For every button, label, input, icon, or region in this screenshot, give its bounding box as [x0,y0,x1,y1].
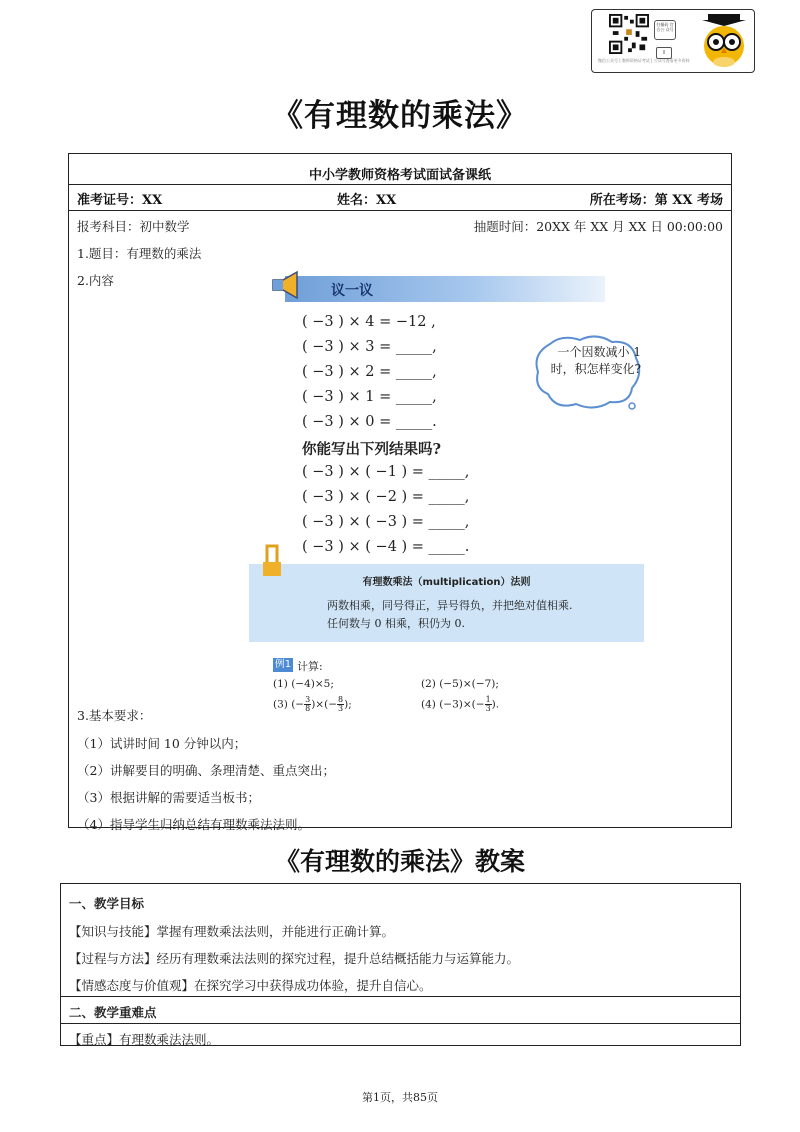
exam-topic: 1.题目：有理数的乘法 [77,246,202,261]
requirements-heading: 3.基本要求： [77,708,152,723]
exam-room: 所在考场：第 XX 考场 [589,193,723,208]
qr-speech-bubble: 扫描码 官方公 众号 [654,20,676,40]
objective-item: 【知识与技能】掌握有理数乘法法则，并能进行正确计算。 [69,924,395,939]
ex4-prefix: (4) (−3)×(− [421,698,485,711]
example-tag: 例1 [274,659,292,670]
lesson-plan-box [60,883,741,1046]
lesson-plan-title: 《有理数的乘法》教案 [274,847,525,876]
paper-clip-icon [261,542,283,578]
example-problem [421,696,499,713]
thought-cloud-text: 一个因数减小 1 时，积怎样变化? [550,345,641,376]
denominator: 8 [305,704,311,713]
requirement-item: （2）讲解要目的明确、条理清楚、重点突出； [77,763,335,778]
exam-subject: 报考科目：初中数学 [77,219,190,234]
equation-row: ( −3 ) × ( −4 ) = _____. [302,539,470,555]
denominator: 3 [485,704,491,713]
example-problem: (1) (−4)×5; [273,678,334,690]
denominator: 3 [338,704,344,713]
rule-line: 两数相乘，同号得正，异号得负，并把绝对值相乘. [327,599,573,612]
equation-row: ( −3 ) × 2 = _____, [302,364,437,380]
equation-row: ( −3 ) × ( −2 ) = _____, [302,489,470,505]
discuss-banner [285,276,605,302]
ex4-suffix: ). [491,698,500,711]
example-problem: (2) (−5)×(−7); [421,678,499,690]
megaphone-icon [269,268,303,302]
qr-code-icon[interactable] [609,14,649,54]
qr-arrow-icon: ⇧ [656,47,672,59]
document-title: 《有理数的乘法》 [272,98,528,134]
equation-row: ( −3 ) × 0 = _____. [302,414,437,430]
ex3-suffix: ); [344,698,352,711]
textbook-excerpt [249,262,644,712]
candidate-name: 姓名：XX [337,193,397,208]
requirement-item: （1）试讲时间 10 分钟以内； [77,736,247,751]
fraction [485,696,492,713]
requirement-item: （4）指导学生归纳总结有理数乘法法则。 [77,817,310,832]
discuss-banner-label: 议一议 [331,283,373,299]
rule-title: 有理数乘法（multiplication）法则 [362,577,531,588]
rule-line: 任何数与 0 相乘，积仍为 0. [327,617,465,630]
objective-item: 【情感态度与价值观】在探究学习中获得成功体验，提升自信心。 [69,978,432,993]
equation-row: ( −3 ) × ( −1 ) = _____, [302,464,470,480]
requirement-item: （3）根据讲解的需要适当板书； [77,790,260,805]
multiplication-rule-box [249,564,644,642]
key-point-item: 【重点】有理数乘法法则。 [69,1032,220,1047]
draw-time: 抽题时间：20XX 年 XX 月 XX 日 00:00:00 [473,219,723,234]
qr-code-panel [591,9,755,73]
section-heading: 二、教学重难点 [69,1005,157,1020]
divider [61,1023,740,1024]
example-label: 计算: [297,660,323,673]
objective-item: 【过程与方法】经历有理数乘法法则的探究过程，提升总结概括能力与运算能力。 [69,951,520,966]
equation-row: ( −3 ) × 1 = _____, [302,389,437,405]
content-label: 2.内容 [77,273,114,288]
equation-row: ( −3 ) × ( −3 ) = _____, [302,514,470,530]
exam-number: 准考证号：XX [77,193,163,208]
divider [61,996,740,997]
exam-prep-sheet [68,153,732,832]
numerator: 8 [338,695,344,704]
numerator: 3 [305,695,311,704]
ex3-prefix: (3) (− [273,698,305,711]
page-footer: 第1页，共85页 [362,1091,438,1104]
example-problem [273,696,352,713]
textbook-question: 你能写出下列结果吗? [302,441,441,458]
divider [69,184,731,185]
numerator: 1 [485,695,491,704]
section-heading: 一、教学目标 [69,896,145,911]
equation-row: ( −3 ) × 4 = −12 , [302,314,436,330]
ex3-mid: )×(− [311,698,337,711]
qr-caption: 微信公众号 | 教师资格证考试 | 公众号查看更多资料 [598,58,690,63]
divider [69,210,731,211]
owl-mascot-icon [696,12,752,70]
exam-sheet-heading: 中小学教师资格考试面试备课纸 [308,168,491,183]
equation-row: ( −3 ) × 3 = _____, [302,339,437,355]
